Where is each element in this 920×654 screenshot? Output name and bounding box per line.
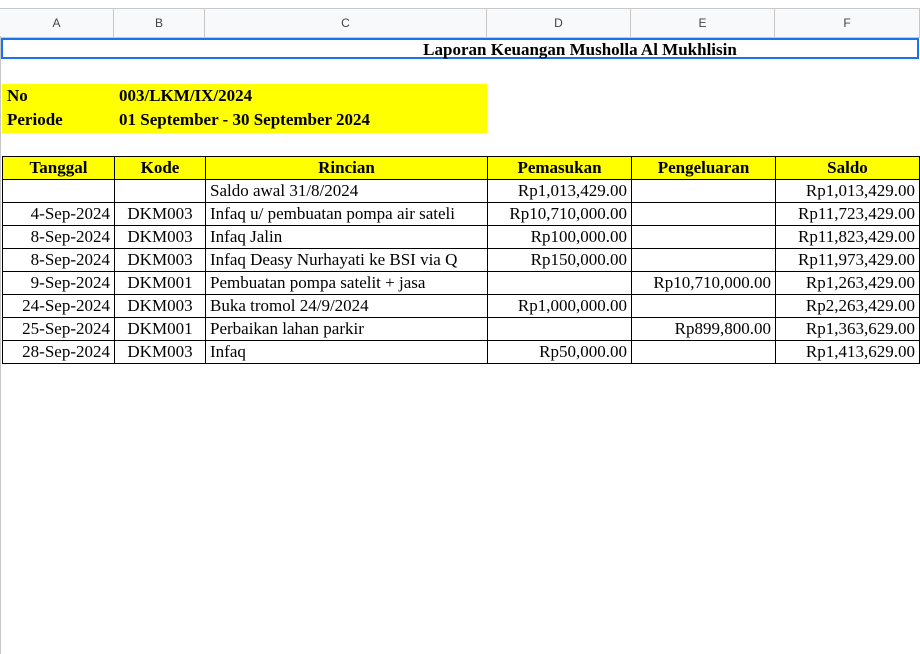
table-row — [3, 226, 920, 249]
cell-saldo[interactable]: Rp1,263,429.00 — [776, 272, 920, 295]
cell-pemasukan[interactable]: Rp1,000,000.00 — [488, 295, 632, 318]
cell-kode[interactable]: DKM003 — [115, 341, 206, 364]
column-header-f[interactable]: F — [775, 9, 920, 37]
cell-kode[interactable]: DKM003 — [115, 249, 206, 272]
cell-rincian[interactable]: Infaq — [206, 341, 488, 364]
cell-rincian[interactable]: Infaq u/ pembuatan pompa air sateli — [206, 203, 488, 226]
table-row — [3, 180, 920, 203]
cell-saldo[interactable]: Rp1,013,429.00 — [776, 180, 920, 203]
cell-tanggal[interactable]: 8-Sep-2024 — [3, 226, 115, 249]
cell-pengeluaran[interactable] — [632, 180, 776, 203]
periode-value: 01 September - 30 September 2024 — [119, 110, 371, 129]
cell-tanggal[interactable]: 9-Sep-2024 — [3, 272, 115, 295]
cell-rincian[interactable]: Saldo awal 31/8/2024 — [206, 180, 488, 203]
cell-pemasukan[interactable]: Rp10,710,000.00 — [488, 203, 632, 226]
cell-tanggal[interactable]: 4-Sep-2024 — [3, 203, 115, 226]
ledger-header-row — [3, 157, 920, 180]
header-tanggal[interactable]: Tanggal — [3, 157, 115, 180]
table-row — [3, 295, 920, 318]
cell-rincian[interactable]: Infaq Jalin — [206, 226, 488, 249]
cell-pengeluaran[interactable]: Rp10,710,000.00 — [632, 272, 776, 295]
cell-rincian[interactable]: Buka tromol 24/9/2024 — [206, 295, 488, 318]
cell-kode[interactable]: DKM001 — [115, 272, 206, 295]
column-header-e[interactable]: E — [631, 9, 775, 37]
cell-kode[interactable] — [115, 180, 206, 203]
toolbar-strip — [0, 0, 920, 8]
cell-rincian[interactable]: Pembuatan pompa satelit + jasa — [206, 272, 488, 295]
cell-pengeluaran[interactable] — [632, 226, 776, 249]
ledger-table — [2, 156, 920, 364]
column-header-a[interactable]: A — [0, 9, 114, 37]
cell-tanggal[interactable]: 28-Sep-2024 — [3, 341, 115, 364]
table-row — [3, 341, 920, 364]
header-pengeluaran[interactable]: Pengeluaran — [632, 157, 776, 180]
cell-tanggal[interactable]: 24-Sep-2024 — [3, 295, 115, 318]
cell-tanggal[interactable]: 8-Sep-2024 — [3, 249, 115, 272]
cell-pemasukan[interactable] — [488, 318, 632, 341]
header-rincian[interactable]: Rincian — [206, 157, 488, 180]
cell-tanggal[interactable]: 25-Sep-2024 — [3, 318, 115, 341]
cell-tanggal[interactable] — [3, 180, 115, 203]
column-header-c[interactable]: C — [205, 9, 487, 37]
cell-saldo[interactable]: Rp11,973,429.00 — [776, 249, 920, 272]
column-header-b[interactable]: B — [114, 9, 205, 37]
cell-pemasukan[interactable]: Rp150,000.00 — [488, 249, 632, 272]
cell-kode[interactable]: DKM003 — [115, 226, 206, 249]
cell-kode[interactable]: DKM003 — [115, 203, 206, 226]
table-row — [3, 249, 920, 272]
cell-pemasukan[interactable]: Rp50,000.00 — [488, 341, 632, 364]
no-label: No — [7, 86, 28, 105]
table-row — [3, 272, 920, 295]
cell-kode[interactable]: DKM003 — [115, 295, 206, 318]
periode-label: Periode — [7, 110, 63, 129]
cell-pemasukan[interactable]: Rp100,000.00 — [488, 226, 632, 249]
cell-saldo[interactable]: Rp11,723,429.00 — [776, 203, 920, 226]
cell-rincian[interactable]: Perbaikan lahan parkir — [206, 318, 488, 341]
cell-saldo[interactable]: Rp1,413,629.00 — [776, 341, 920, 364]
cell-kode[interactable]: DKM001 — [115, 318, 206, 341]
table-row — [3, 318, 920, 341]
cell-saldo[interactable]: Rp1,363,629.00 — [776, 318, 920, 341]
sheet-left-border — [0, 36, 1, 654]
report-info-box — [2, 84, 487, 133]
no-value: 003/LKM/IX/2024 — [119, 86, 253, 105]
table-row — [3, 203, 920, 226]
cell-pemasukan[interactable] — [488, 272, 632, 295]
cell-pengeluaran[interactable] — [632, 295, 776, 318]
cell-saldo[interactable]: Rp2,263,429.00 — [776, 295, 920, 318]
cell-saldo[interactable]: Rp11,823,429.00 — [776, 226, 920, 249]
cell-pemasukan[interactable]: Rp1,013,429.00 — [488, 180, 632, 203]
column-header-d[interactable]: D — [487, 9, 631, 37]
cell-pengeluaran[interactable] — [632, 341, 776, 364]
cell-rincian[interactable]: Infaq Deasy Nurhayati ke BSI via Q — [206, 249, 488, 272]
column-header-bar — [0, 8, 920, 38]
header-saldo[interactable]: Saldo — [776, 157, 920, 180]
cell-pengeluaran[interactable]: Rp899,800.00 — [632, 318, 776, 341]
header-kode[interactable]: Kode — [115, 157, 206, 180]
report-title: Laporan Keuangan Musholla Al Mukhlisin — [423, 40, 737, 59]
header-pemasukan[interactable]: Pemasukan — [488, 157, 632, 180]
cell-pengeluaran[interactable] — [632, 249, 776, 272]
cell-pengeluaran[interactable] — [632, 203, 776, 226]
